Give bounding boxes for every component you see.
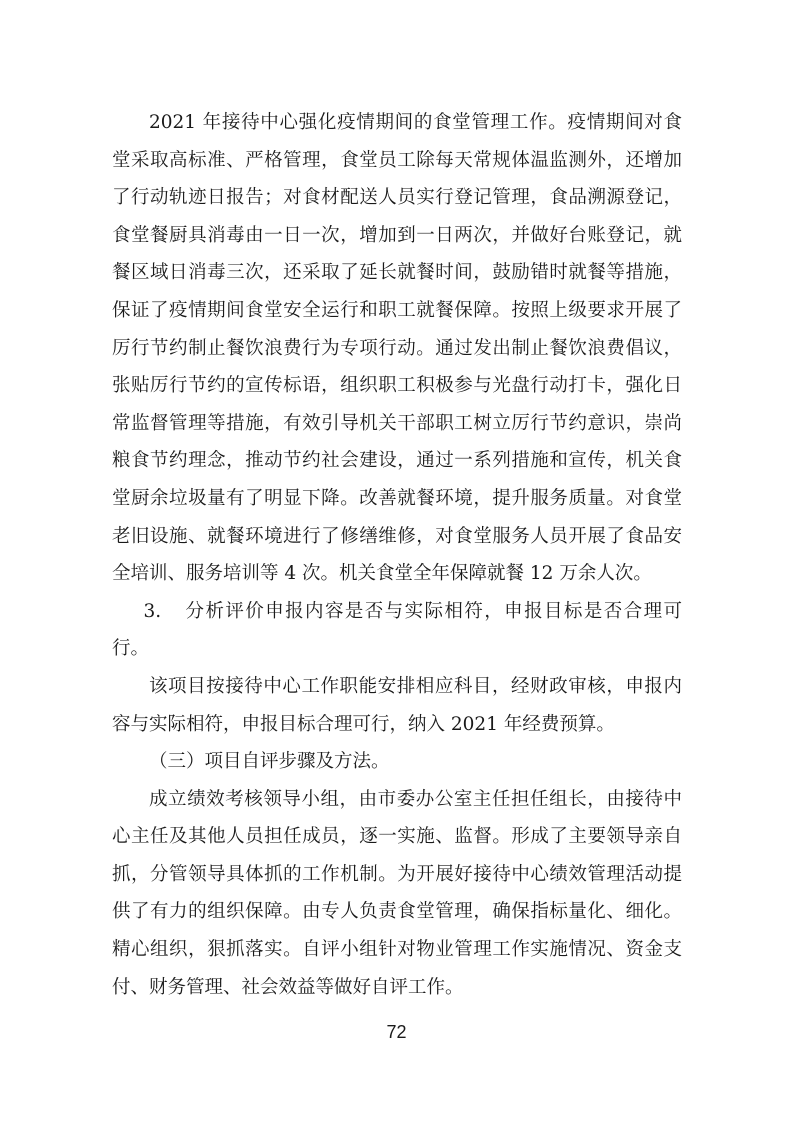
paragraph-evaluation-method: 成立绩效考核领导小组，由市委办公室主任担任组长，由接待中心主任及其他人员担任成员，逐一实施、监督。形成了主要领导亲自抓，分管领导具体抓的工作机制。为开展好接待中心绩效管理活动提供了有力的组织保障。由专人负责食堂管理，确保指标量化、细化。精心组织，狠抓落实。自评小组针对物业管理工作实施情况、资金支付、财务管理、社会效益等做好自评工作。 xyxy=(112,788,682,998)
body-text xyxy=(112,104,682,1006)
section-heading-self-evaluation: （三）项目自评步骤及方法。 xyxy=(149,751,390,773)
item-text: 分析评价申报内容是否与实际相符，申报目标是否合理可行。 xyxy=(112,600,682,660)
paragraph-canteen-management: 2021 年接待中心强化疫情期间的食堂管理工作。疫情期间对食堂采取高标准、严格管理，食堂员工除每天常规体温监测外，还增加了行动轨迹日报告；对食材配送人员实行登记管理，食品溯源登记，食堂餐厨具消毒由一日一次，增加到一日两次，并做好台账登记，就餐区域日消毒三次，还采取了延长就餐时间，鼓励错时就餐等措施，保证了疫情期间食堂安全运行和职工就餐保障。按照上级要求开展了厉行节约制止餐饮浪费行为专项行动。通过发出制止餐饮浪费倡议，张贴厉行节约的宣传标语，组织职工积极参与光盘行动打卡，强化日常监督管理等措施，有效引导机关干部职工树立厉行节约意识，崇尚粮食节约理念，推动节约社会建设，通过一系列措施和宣传，机关食堂厨余垃圾量有了明显下降。改善就餐环境，提升服务质量。对食堂老旧设施、就餐环境进行了修缮维修，对食堂服务人员开展了食品安全培训、服务培训等 4 次。机关食堂全年保障就餐 12 万余人次。 xyxy=(112,112,682,585)
page-number: 72 xyxy=(386,1022,407,1042)
paragraph-item-3 xyxy=(112,593,682,668)
item-number: 3. xyxy=(143,600,162,622)
paragraph-budget-review: 该项目按接待中心工作职能安排相应科目，经财政审核，申报内容与实际相符，申报目标合理可行，纳入 2021 年经费预算。 xyxy=(112,675,682,735)
